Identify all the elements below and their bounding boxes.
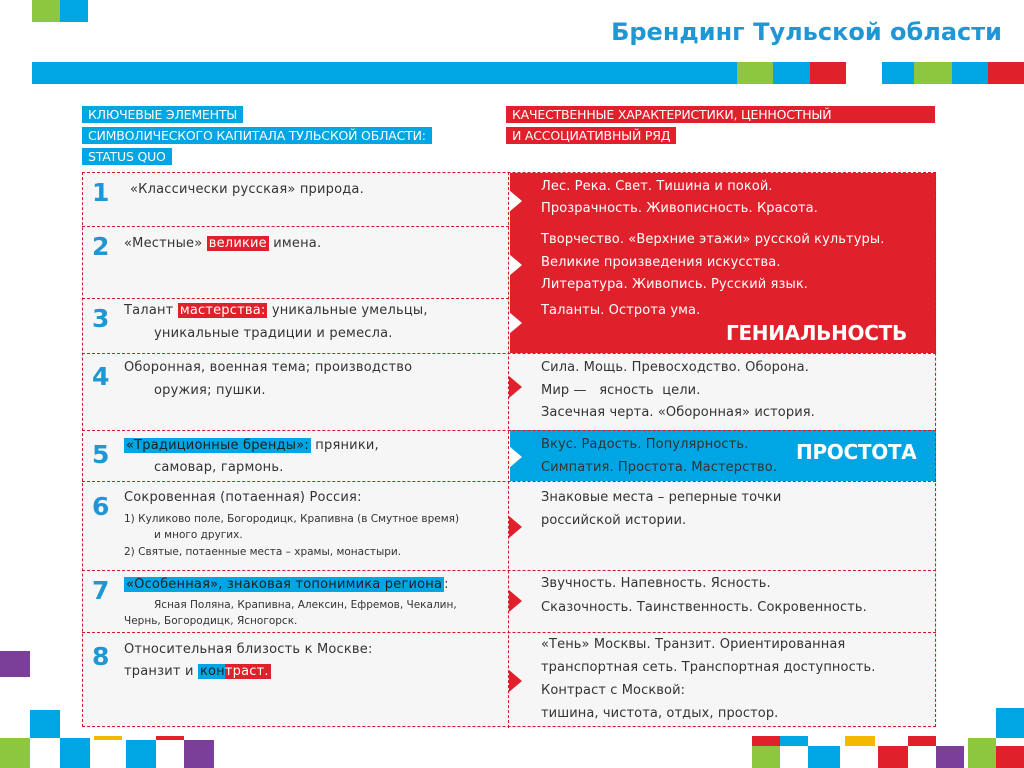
row-divider	[82, 570, 936, 571]
row-right-text: Симпатия. Простота. Мастерство.	[541, 460, 778, 475]
row-left-small: Чернь, Богородицк, Ясногорск.	[124, 615, 298, 627]
deco-square	[60, 0, 88, 22]
row-left-part: уникальные умельцы,	[271, 303, 428, 318]
row-right-text: российской истории.	[541, 513, 687, 528]
deco-square	[846, 62, 882, 84]
row-left-text: самовар, гармонь.	[154, 460, 284, 475]
highlight-red: великие	[208, 236, 267, 251]
row-right-text: Контраст с Москвой:	[541, 683, 686, 698]
highlight-red: траст.	[224, 664, 269, 679]
deco-square	[94, 736, 122, 740]
row-left-small: 2) Святые, потаенные места – храмы, монастыри.	[124, 546, 402, 558]
deco-square	[914, 62, 952, 84]
row-left-text: Относительная близость к Москве:	[124, 642, 373, 657]
row-right-text: Вкус. Радость. Популярность.	[541, 437, 749, 452]
deco-square	[737, 62, 773, 84]
row-number: 4	[92, 362, 110, 391]
row-left-text	[124, 577, 449, 592]
highlight-red: мастерства:	[179, 303, 266, 318]
deco-square	[780, 736, 808, 746]
row-arrow	[509, 376, 522, 398]
deco-square	[936, 746, 964, 768]
deco-square	[30, 710, 60, 738]
row-left-part: «Местные»	[124, 236, 203, 251]
header-right-line-1: КАЧЕСТВЕННЫЕ ХАРАКТЕРИСТИКИ, ЦЕННОСТНЫЙ	[506, 106, 935, 123]
header-left-line-3: STATUS QUO	[82, 148, 172, 165]
row-left-small: 1) Куликово поле, Богородицк, Крапивна (в Смутное время)	[124, 513, 460, 525]
highlight-blue: «Традиционные бренды»:	[126, 438, 309, 453]
row-right-text: Мир — ясность цели.	[541, 383, 701, 398]
deco-square	[156, 736, 184, 740]
row-left-text	[124, 438, 379, 453]
row-arrow	[509, 516, 522, 538]
row-right-text: Прозрачность. Живописность. Красота.	[541, 201, 818, 216]
row-right-text: Засечная черта. «Оборонная» история.	[541, 405, 815, 420]
deco-square	[996, 708, 1024, 738]
row-left-text	[124, 303, 428, 318]
row-left-part: имена.	[273, 236, 322, 251]
deco-square	[0, 651, 30, 677]
row-right-text: Литература. Живопись. Русский язык.	[541, 277, 809, 292]
row-divider	[82, 430, 936, 431]
row-arrow	[509, 254, 522, 276]
deco-square	[996, 746, 1024, 768]
row-number: 3	[92, 304, 110, 333]
row-divider	[82, 632, 936, 633]
row-right-text: Сила. Мощь. Превосходство. Оборона.	[541, 360, 809, 375]
row-left-text: оружия; пушки.	[154, 383, 266, 398]
deco-square	[845, 736, 875, 746]
header-left-line-2: СИМВОЛИЧЕСКОГО КАПИТАЛА ТУЛЬСКОЙ ОБЛАСТИ:	[82, 127, 432, 144]
row-left-text: «Классически русская» природа.	[130, 182, 364, 197]
row-number: 6	[92, 492, 110, 521]
highlight-blue: «Особенная», знаковая топонимика региона	[126, 577, 443, 592]
highlight-blue: кон	[199, 664, 225, 679]
row-number: 7	[92, 576, 110, 605]
row-right-text: Таланты. Острота ума.	[541, 303, 701, 318]
row-arrow	[509, 446, 522, 468]
row-divider	[82, 226, 509, 227]
row-left-part: транзит и	[124, 664, 194, 679]
row-arrow	[509, 670, 522, 692]
row-right-text: Сказочность. Таинственность. Сокровенность.	[541, 600, 867, 615]
row-right-text: транспортная сеть. Транспортная доступность.	[541, 660, 876, 675]
row-left-part: пряники,	[315, 438, 379, 453]
row-arrow	[509, 312, 522, 334]
deco-square	[752, 746, 780, 768]
row-left-part: :	[444, 577, 449, 592]
row-right-text: Знаковые места – реперные точки	[541, 490, 782, 505]
row-right-text: Творчество. «Верхние этажи» русской культуры.	[541, 232, 885, 247]
deco-square	[60, 738, 90, 768]
row-left-part: Талант	[124, 303, 174, 318]
deco-square	[968, 738, 996, 768]
row-right-text: Звучность. Напевность. Ясность.	[541, 576, 771, 591]
deco-square	[0, 738, 30, 768]
header-left-line-1: КЛЮЧЕВЫЕ ЭЛЕМЕНТЫ	[82, 106, 243, 123]
row-left-small: Ясная Поляна, Крапивна, Алексин, Ефремов, Чекалин,	[154, 599, 457, 611]
deco-square	[878, 746, 908, 768]
row-arrow	[509, 190, 522, 212]
row-right-text: «Тень» Москвы. Транзит. Ориентированная	[541, 637, 846, 652]
row-divider	[82, 298, 509, 299]
deco-square	[32, 0, 60, 22]
deco-square	[184, 740, 214, 768]
row-left-text	[124, 664, 271, 679]
page-title: Брендинг Тульской области	[611, 18, 1002, 46]
row-divider	[82, 353, 936, 354]
header-right-line-2: И АССОЦИАТИВНЫЙ РЯД	[506, 127, 676, 144]
row-right-text: Лес. Река. Свет. Тишина и покой.	[541, 179, 773, 194]
row-left-text: Сокровенная (потаенная) Россия:	[124, 490, 362, 505]
deco-square	[810, 62, 846, 84]
deco-square	[808, 746, 840, 768]
row-right-text: тишина, чистота, отдых, простор.	[541, 706, 779, 721]
row-number: 5	[92, 440, 110, 469]
deco-square	[126, 740, 156, 768]
row-divider	[82, 481, 936, 482]
row-number: 2	[92, 232, 110, 261]
deco-square	[988, 62, 1024, 84]
row-left-text: уникальные традиции и ремесла.	[154, 326, 393, 341]
row-arrow	[509, 590, 522, 612]
row-number: 8	[92, 642, 110, 671]
row-right-text: Великие произведения искусства.	[541, 255, 781, 270]
row-left-text	[124, 236, 321, 251]
row-left-text: Оборонная, военная тема; производство	[124, 360, 413, 375]
row-number: 1	[92, 178, 110, 207]
deco-square	[752, 736, 780, 746]
row-left-small: и много других.	[154, 529, 243, 541]
genius-label: ГЕНИАЛЬНОСТЬ	[726, 321, 907, 345]
deco-square	[908, 736, 936, 746]
simplicity-label: ПРОСТОТА	[796, 440, 917, 464]
